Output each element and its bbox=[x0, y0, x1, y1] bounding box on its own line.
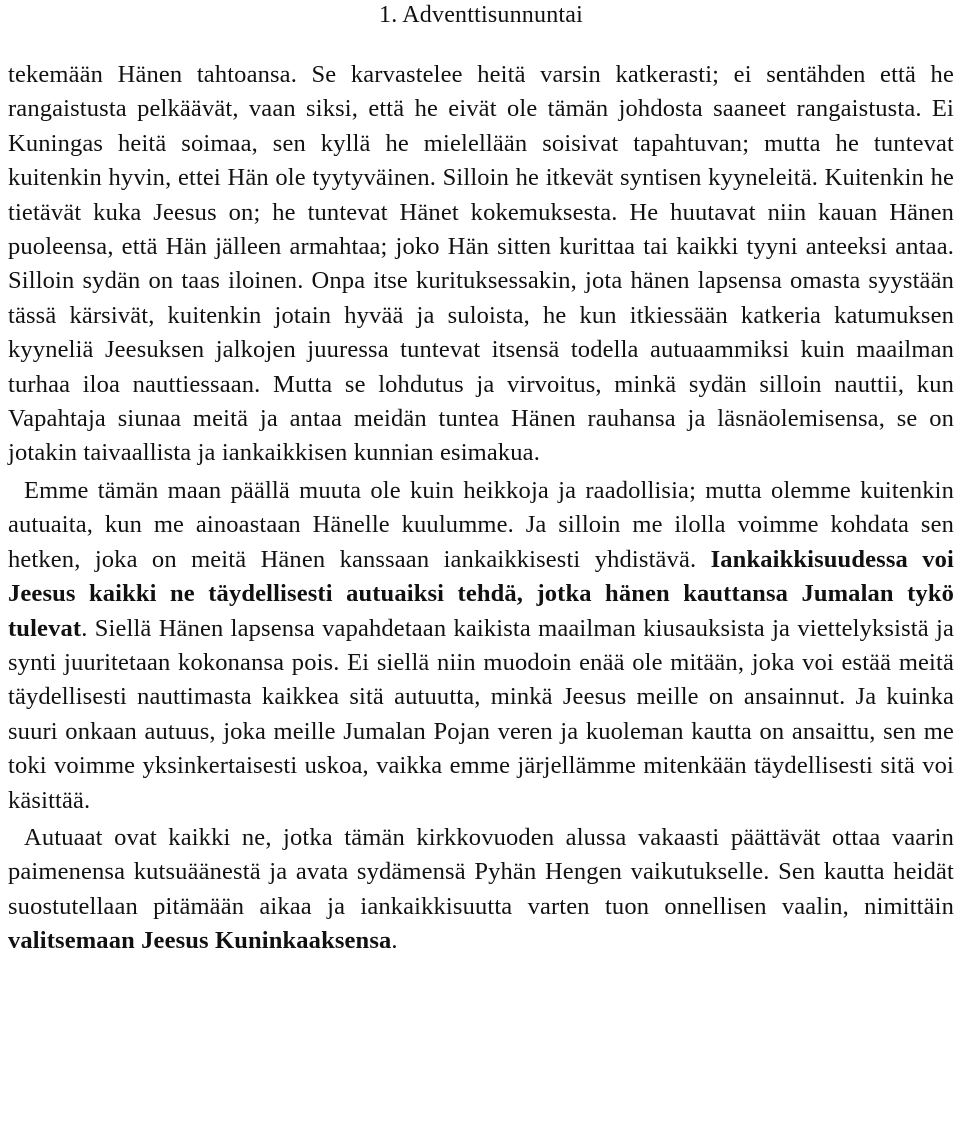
paragraph-3 bbox=[8, 821, 954, 959]
paragraph-2 bbox=[8, 474, 954, 818]
paragraph-3-bold-text: valitsemaan Jeesus Kuninkaaksensa bbox=[8, 927, 392, 955]
paragraph-1-text: tekemään Hänen tahtoansa. Se karvastelee heitä varsin katkerasti; ei sentähden että he rangaistusta pelkäävät, vaan siksi, että he eivät ole tämän johdosta saaneet rangaistusta. Ei Kuningas heitä soimaa, sen kyllä he mielellään soisivat tapahtuvan; mutta he tuntevat kuitenkin hyvin, ettei Hän ole tyytyväinen. Silloin he itkevät syntisen kyyneleitä. Kuitenkin he tietävät kuka Jeesus on; he tuntevat Hänet kokemuksesta. He huutavat niin kauan Hänen puoleensa, että Hän jälleen armahtaa; joko Hän sitten kurittaa tai kaikki tyyni anteeksi antaa. Silloin sydän on taas iloinen. Onpa itse kurituksessakin, jota hänen lapsensa omasta syystään tässä kärsivät, kuitenkin jotain hyvää ja suloista, he kun itkiessään katkeria katumuksen kyyneliä Jeesuksen jalkojen juuressa tuntevat itsensä todella autuaammiksi kuin maailman turhaa iloa nauttiessaan. Mutta se lohdutus ja virvoitus, minkä sydän silloin nauttii, kun Vapahtaja siunaa meitä ja antaa meidän tuntea Hänen rauhansa ja läsnäolemisensa, se on jotakin taivaallista ja iankaikkisen kunnian esimakua. bbox=[8, 61, 954, 467]
paragraph-3-text-after: . bbox=[391, 927, 398, 955]
paragraph-3-text-before: Autuaat ovat kaikki ne, jotka tämän kirkkovuoden alussa vakaasti päättävät ottaa vaarin paimenensa kutsuäänestä ja avata sydämensä Pyhän Hengen vaikutukselle. Sen kautta heidät suostutellaan pitämään aikaa ja iankaikkisuutta varten tuon onnellisen vaalin, nimittäin bbox=[8, 823, 954, 920]
paragraph-2-text-after: . Siellä Hänen lapsensa vapahdetaan kaikista maailman kiusauksista ja viettelyksistä ja synti juuritetaan kokonansa pois. Ei siellä niin muodoin enää ole mitään, joka voi estää meitä täydellisesti nauttimasta kaikkea sitä autuutta, minkä Jeesus meille on ansainnut. Ja kuinka suuri onkaan autuus, joka meille Jumalan Pojan veren ja kuoleman kautta on ansaittu, sen me toki voimme yksinkertaisesti uskoa, vaikka emme järjellämme mitenkään täydellisesti sitä voi käsittää. bbox=[8, 614, 954, 814]
page-header-title: 1. Adventtisunnuntai bbox=[379, 2, 583, 28]
paragraph-2-text-before: Emme tämän maan päällä muuta ole kuin heikkoja ja raadollisia; mutta olemme kuitenkin autuaita, kun me ainoastaan Hänelle kuulumme. Ja silloin me ilolla voimme kohdata sen hetken, joka on meitä Hänen kanssaan iankaikkisesti yhdistävä. bbox=[8, 476, 954, 573]
document-page bbox=[8, 0, 954, 959]
paragraph-1 bbox=[8, 58, 954, 471]
paragraph-2-bold-text: Iankaikkisuudessa voi Jeesus kaikki ne täydellisesti autuaiksi tehdä, jotka hänen kauttansa Jumalan tykö tulevat bbox=[8, 545, 954, 642]
